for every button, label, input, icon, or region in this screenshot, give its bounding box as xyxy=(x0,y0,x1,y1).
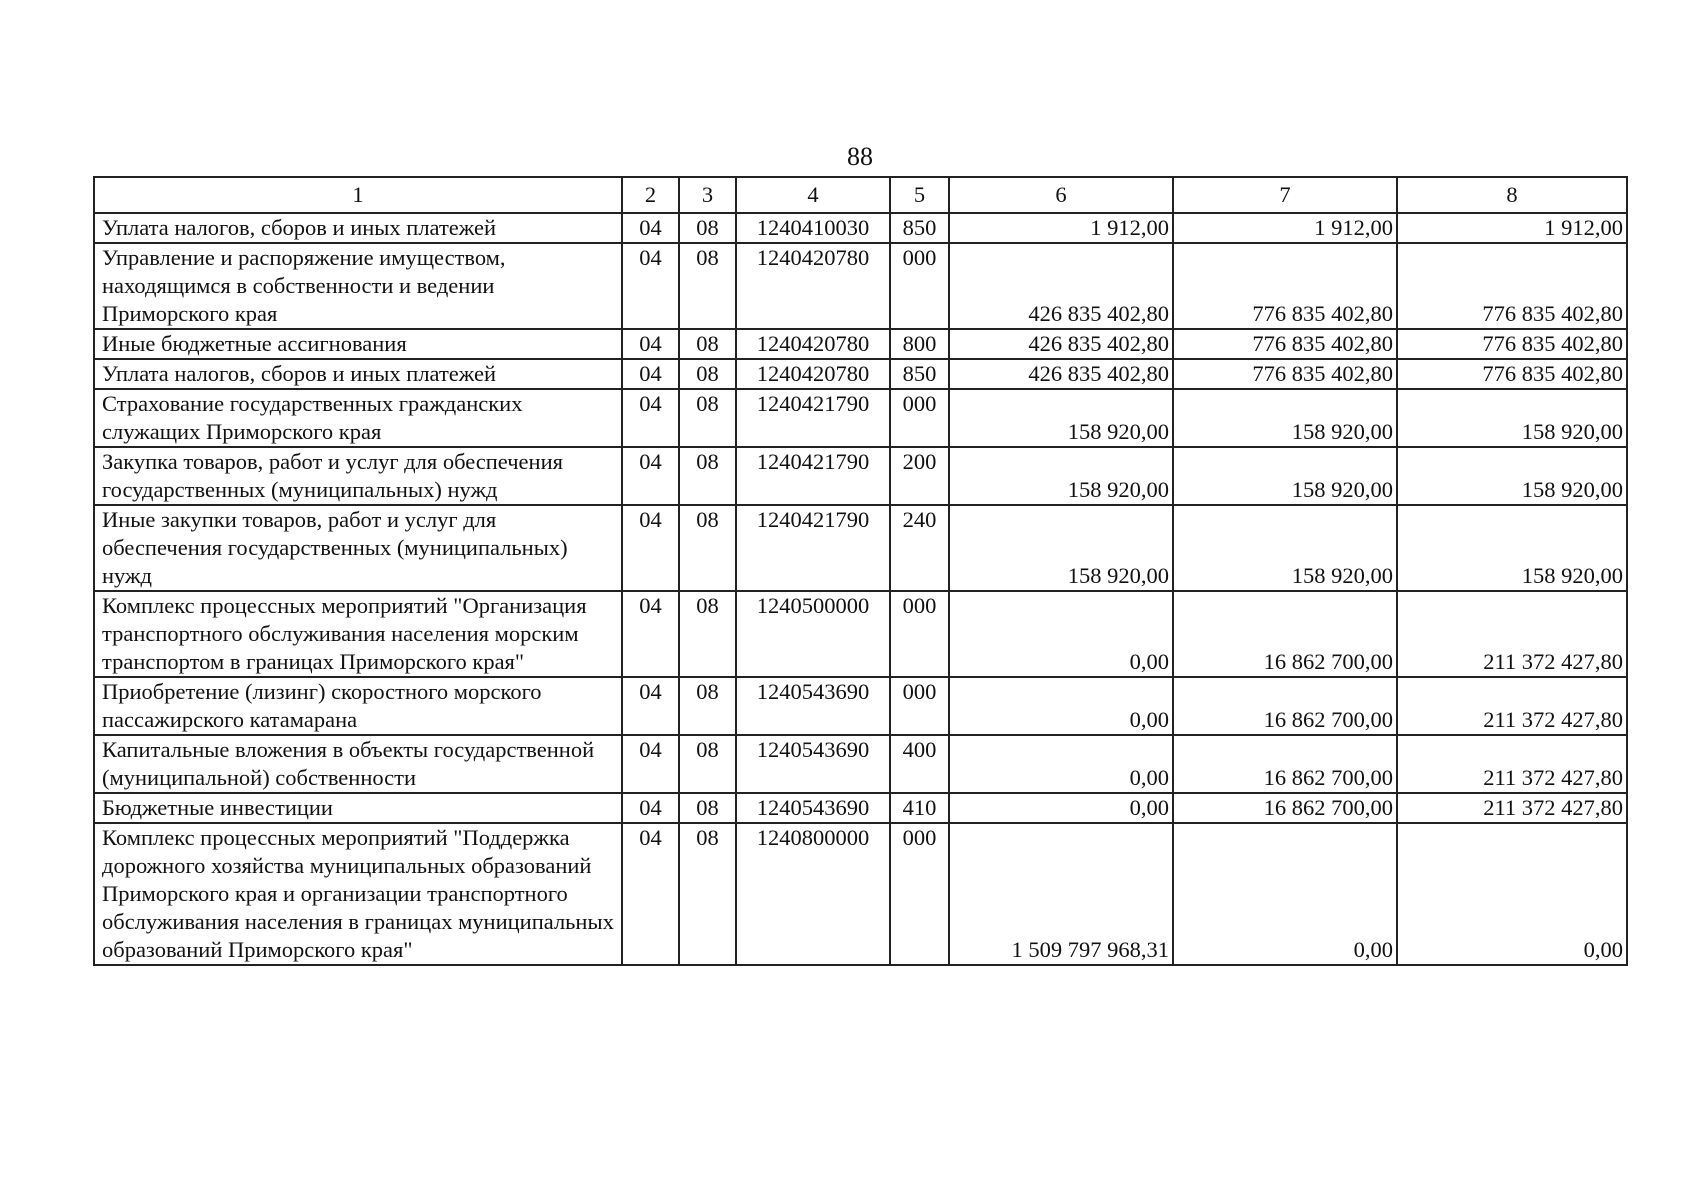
table-row xyxy=(94,591,1627,677)
target-article-cell: 1240500000 xyxy=(736,591,890,677)
table-row xyxy=(94,243,1627,329)
section-code-cell: 04 xyxy=(622,591,679,677)
budget-table xyxy=(93,176,1628,966)
amount-col7-cell: 776 835 402,80 xyxy=(1173,243,1397,329)
subsection-code-cell: 08 xyxy=(679,823,736,965)
amount-col7-cell: 16 862 700,00 xyxy=(1173,677,1397,735)
expense-type-cell: 800 xyxy=(890,329,949,359)
amount-col8-cell: 211 372 427,80 xyxy=(1397,591,1627,677)
section-code-cell: 04 xyxy=(622,735,679,793)
amount-col7-cell: 776 835 402,80 xyxy=(1173,359,1397,389)
subsection-code-cell: 08 xyxy=(679,793,736,823)
section-code-cell: 04 xyxy=(622,505,679,591)
row-name-cell: Иные закупки товаров, работ и услуг для обеспечения государственных (муниципальных) нужд xyxy=(94,505,622,591)
section-code-cell: 04 xyxy=(622,389,679,447)
row-name-cell: Закупка товаров, работ и услуг для обеспечения государственных (муниципальных) нужд xyxy=(94,447,622,505)
amount-col6-cell: 0,00 xyxy=(949,591,1173,677)
target-article-cell: 1240800000 xyxy=(736,823,890,965)
table-row xyxy=(94,677,1627,735)
row-name-cell: Комплекс процессных мероприятий "Поддержка дорожного хозяйства муниципальных образований Приморского края и организации транспортного обслуживания населения в границах муниципальных образований Приморского края" xyxy=(94,823,622,965)
target-article-cell: 1240420780 xyxy=(736,359,890,389)
amount-col8-cell: 776 835 402,80 xyxy=(1397,329,1627,359)
target-article-cell: 1240421790 xyxy=(736,505,890,591)
amount-col7-cell: 158 920,00 xyxy=(1173,389,1397,447)
amount-col7-cell: 158 920,00 xyxy=(1173,447,1397,505)
amount-col6-cell: 0,00 xyxy=(949,735,1173,793)
table-row xyxy=(94,793,1627,823)
amount-col6-cell: 0,00 xyxy=(949,793,1173,823)
subsection-code-cell: 08 xyxy=(679,677,736,735)
amount-col6-cell: 1 509 797 968,31 xyxy=(949,823,1173,965)
amount-col6-cell: 1 912,00 xyxy=(949,213,1173,243)
amount-col7-cell: 1 912,00 xyxy=(1173,213,1397,243)
table-row xyxy=(94,505,1627,591)
header-cell: 4 xyxy=(736,177,890,213)
amount-col7-cell: 0,00 xyxy=(1173,823,1397,965)
amount-col8-cell: 776 835 402,80 xyxy=(1397,243,1627,329)
row-name-cell: Страхование государственных гражданских служащих Приморского края xyxy=(94,389,622,447)
row-name-cell: Капитальные вложения в объекты государственной (муниципальной) собственности xyxy=(94,735,622,793)
subsection-code-cell: 08 xyxy=(679,591,736,677)
amount-col8-cell: 158 920,00 xyxy=(1397,447,1627,505)
table-header-row xyxy=(94,177,1627,213)
subsection-code-cell: 08 xyxy=(679,735,736,793)
amount-col6-cell: 426 835 402,80 xyxy=(949,243,1173,329)
expense-type-cell: 400 xyxy=(890,735,949,793)
amount-col8-cell: 1 912,00 xyxy=(1397,213,1627,243)
page-number: 88 xyxy=(847,142,873,171)
expense-type-cell: 000 xyxy=(890,389,949,447)
amount-col8-cell: 0,00 xyxy=(1397,823,1627,965)
amount-col8-cell: 211 372 427,80 xyxy=(1397,735,1627,793)
table-row xyxy=(94,735,1627,793)
header-cell: 6 xyxy=(949,177,1173,213)
expense-type-cell: 000 xyxy=(890,243,949,329)
header-cell: 8 xyxy=(1397,177,1627,213)
amount-col6-cell: 426 835 402,80 xyxy=(949,359,1173,389)
header-cell: 7 xyxy=(1173,177,1397,213)
row-name-cell: Приобретение (лизинг) скоростного морского пассажирского катамарана xyxy=(94,677,622,735)
amount-col7-cell: 16 862 700,00 xyxy=(1173,591,1397,677)
header-cell: 2 xyxy=(622,177,679,213)
amount-col6-cell: 158 920,00 xyxy=(949,389,1173,447)
amount-col6-cell: 158 920,00 xyxy=(949,447,1173,505)
subsection-code-cell: 08 xyxy=(679,389,736,447)
target-article-cell: 1240410030 xyxy=(736,213,890,243)
target-article-cell: 1240421790 xyxy=(736,389,890,447)
table-row xyxy=(94,213,1627,243)
header-cell: 3 xyxy=(679,177,736,213)
table-row xyxy=(94,447,1627,505)
amount-col8-cell: 158 920,00 xyxy=(1397,389,1627,447)
subsection-code-cell: 08 xyxy=(679,329,736,359)
expense-type-cell: 410 xyxy=(890,793,949,823)
header-cell: 5 xyxy=(890,177,949,213)
row-name-cell: Иные бюджетные ассигнования xyxy=(94,329,622,359)
row-name-cell: Уплата налогов, сборов и иных платежей xyxy=(94,213,622,243)
section-code-cell: 04 xyxy=(622,329,679,359)
row-name-cell: Управление и распоряжение имуществом, находящимся в собственности и ведении Приморского края xyxy=(94,243,622,329)
row-name-cell: Уплата налогов, сборов и иных платежей xyxy=(94,359,622,389)
amount-col8-cell: 776 835 402,80 xyxy=(1397,359,1627,389)
target-article-cell: 1240543690 xyxy=(736,735,890,793)
subsection-code-cell: 08 xyxy=(679,359,736,389)
subsection-code-cell: 08 xyxy=(679,213,736,243)
target-article-cell: 1240420780 xyxy=(736,329,890,359)
section-code-cell: 04 xyxy=(622,243,679,329)
amount-col8-cell: 211 372 427,80 xyxy=(1397,793,1627,823)
section-code-cell: 04 xyxy=(622,359,679,389)
amount-col7-cell: 16 862 700,00 xyxy=(1173,793,1397,823)
target-article-cell: 1240543690 xyxy=(736,677,890,735)
target-article-cell: 1240543690 xyxy=(736,793,890,823)
amount-col7-cell: 158 920,00 xyxy=(1173,505,1397,591)
expense-type-cell: 240 xyxy=(890,505,949,591)
expense-type-cell: 000 xyxy=(890,591,949,677)
section-code-cell: 04 xyxy=(622,447,679,505)
subsection-code-cell: 08 xyxy=(679,243,736,329)
row-name-cell: Бюджетные инвестиции xyxy=(94,793,622,823)
row-name-cell: Комплекс процессных мероприятий "Организация транспортного обслуживания населения морским транспортом в границах Приморского края" xyxy=(94,591,622,677)
table-row xyxy=(94,823,1627,965)
subsection-code-cell: 08 xyxy=(679,505,736,591)
section-code-cell: 04 xyxy=(622,823,679,965)
section-code-cell: 04 xyxy=(622,677,679,735)
amount-col7-cell: 16 862 700,00 xyxy=(1173,735,1397,793)
target-article-cell: 1240421790 xyxy=(736,447,890,505)
expense-type-cell: 850 xyxy=(890,213,949,243)
expense-type-cell: 000 xyxy=(890,823,949,965)
subsection-code-cell: 08 xyxy=(679,447,736,505)
amount-col8-cell: 211 372 427,80 xyxy=(1397,677,1627,735)
expense-type-cell: 000 xyxy=(890,677,949,735)
amount-col8-cell: 158 920,00 xyxy=(1397,505,1627,591)
amount-col6-cell: 426 835 402,80 xyxy=(949,329,1173,359)
table-row xyxy=(94,389,1627,447)
section-code-cell: 04 xyxy=(622,793,679,823)
amount-col6-cell: 0,00 xyxy=(949,677,1173,735)
expense-type-cell: 200 xyxy=(890,447,949,505)
table-row xyxy=(94,359,1627,389)
amount-col6-cell: 158 920,00 xyxy=(949,505,1173,591)
amount-col7-cell: 776 835 402,80 xyxy=(1173,329,1397,359)
expense-type-cell: 850 xyxy=(890,359,949,389)
header-cell: 1 xyxy=(94,177,622,213)
target-article-cell: 1240420780 xyxy=(736,243,890,329)
section-code-cell: 04 xyxy=(622,213,679,243)
table-row xyxy=(94,329,1627,359)
